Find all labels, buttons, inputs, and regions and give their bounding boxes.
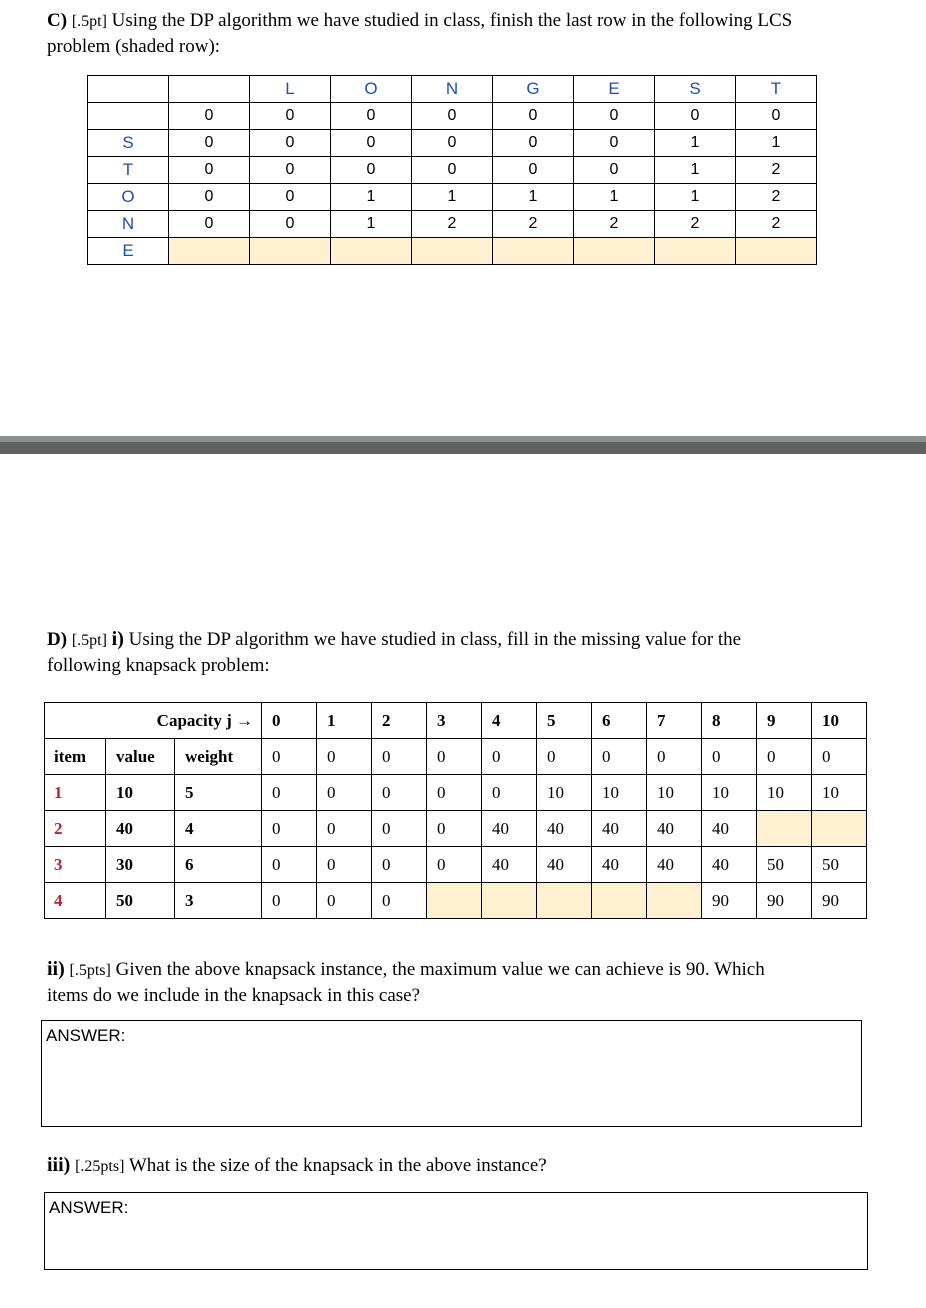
lcs-table xyxy=(87,75,817,265)
part-c-question xyxy=(47,8,792,59)
lcs-col-letter: T xyxy=(736,76,817,103)
ks-cell: 0 xyxy=(482,739,537,775)
lcs-cell: 0 xyxy=(250,211,331,238)
lcs-col-letter: O xyxy=(331,76,412,103)
knapsack-table xyxy=(44,702,867,919)
item-number: 1 xyxy=(45,775,106,811)
ks-cell: 0 xyxy=(372,811,427,847)
ks-cell: 50 xyxy=(812,847,867,883)
ks-cell: 90 xyxy=(757,883,812,919)
item-weight: 3 xyxy=(175,883,262,919)
part-dii-text-line1: Given the above knapsack instance, the maximum value we can achieve is 90. Which xyxy=(115,959,765,980)
lcs-row-letter xyxy=(88,103,169,130)
item-value: 40 xyxy=(106,811,175,847)
ks-cell: 40 xyxy=(702,811,757,847)
capacity-value: 6 xyxy=(592,703,647,739)
lcs-header-row xyxy=(88,76,817,103)
capacity-value: 10 xyxy=(812,703,867,739)
ks-cell: 40 xyxy=(702,847,757,883)
capacity-value: 8 xyxy=(702,703,757,739)
ks-item-row xyxy=(45,847,867,883)
answer-box-ii[interactable] xyxy=(41,1020,862,1127)
part-d-text-line2: following knapsack problem: xyxy=(47,655,270,676)
part-d-question xyxy=(47,627,741,678)
ks-cell: 0 xyxy=(317,883,372,919)
lcs-cell: 2 xyxy=(736,184,817,211)
ks-cell: 0 xyxy=(592,739,647,775)
part-dii-sub: ii) xyxy=(47,958,65,980)
item-weight: 4 xyxy=(175,811,262,847)
lcs-cell: 1 xyxy=(655,184,736,211)
capacity-value: 0 xyxy=(262,703,317,739)
ks-cell: 10 xyxy=(812,775,867,811)
lcs-col-letter xyxy=(169,76,250,103)
item-number: 4 xyxy=(45,883,106,919)
lcs-cell: 1 xyxy=(493,184,574,211)
capacity-value: 5 xyxy=(537,703,592,739)
lcs-answer-cell[interactable] xyxy=(169,238,250,265)
ks-cell: 40 xyxy=(592,847,647,883)
part-c-label: C) xyxy=(47,10,68,31)
ks-cell: 0 xyxy=(482,775,537,811)
ks-cell: 10 xyxy=(647,775,702,811)
ks-item-row xyxy=(45,811,867,847)
part-dii-question xyxy=(47,957,765,1008)
lcs-cell: 0 xyxy=(412,103,493,130)
col-header-value: value xyxy=(106,739,175,775)
lcs-cell: 0 xyxy=(250,103,331,130)
lcs-row-letter: O xyxy=(88,184,169,211)
lcs-row-letter: S xyxy=(88,130,169,157)
part-c-text-line1: Using the DP algorithm we have studied in class, finish the last row in the following LCS xyxy=(111,10,793,31)
lcs-row xyxy=(88,130,817,157)
ks-cell: 90 xyxy=(812,883,867,919)
lcs-cell: 0 xyxy=(736,103,817,130)
ks-missing-cell[interactable] xyxy=(537,883,592,919)
item-value: 10 xyxy=(106,775,175,811)
ks-cell: 0 xyxy=(537,739,592,775)
part-dii-points: [.5pts] xyxy=(69,962,111,979)
lcs-cell: 0 xyxy=(655,103,736,130)
capacity-label: Capacity j → xyxy=(45,703,262,739)
ks-cell: 0 xyxy=(317,739,372,775)
lcs-row xyxy=(88,157,817,184)
lcs-cell: 0 xyxy=(574,103,655,130)
part-d-text-line1: Using the DP algorithm we have studied in class, fill in the missing value for the xyxy=(128,629,742,650)
lcs-col-letter: N xyxy=(412,76,493,103)
ks-cell: 0 xyxy=(427,811,482,847)
lcs-cell: 0 xyxy=(493,103,574,130)
ks-cell: 40 xyxy=(647,847,702,883)
ks-cell: 0 xyxy=(262,775,317,811)
ks-cell: 40 xyxy=(647,811,702,847)
lcs-cell: 0 xyxy=(250,184,331,211)
lcs-cell: 2 xyxy=(655,211,736,238)
part-c-points: [.5pt] xyxy=(71,13,107,30)
col-header-item: item xyxy=(45,739,106,775)
ks-cell: 0 xyxy=(812,739,867,775)
part-d-sub: i) xyxy=(111,628,124,650)
ks-cell: 0 xyxy=(427,775,482,811)
ks-cell: 10 xyxy=(537,775,592,811)
lcs-row-letter: E xyxy=(88,238,169,265)
ks-cell: 0 xyxy=(317,811,372,847)
ks-capacity-row xyxy=(45,703,867,739)
item-weight: 6 xyxy=(175,847,262,883)
ks-cell: 0 xyxy=(317,775,372,811)
lcs-row-letter: N xyxy=(88,211,169,238)
lcs-answer-cell[interactable] xyxy=(412,238,493,265)
ks-cell: 10 xyxy=(592,775,647,811)
capacity-value: 3 xyxy=(427,703,482,739)
section-separator xyxy=(0,436,926,454)
lcs-answer-cell[interactable] xyxy=(655,238,736,265)
lcs-answer-cell[interactable] xyxy=(250,238,331,265)
ks-cell: 0 xyxy=(372,847,427,883)
part-diii-points: [.25pts] xyxy=(75,1158,125,1175)
item-value: 50 xyxy=(106,883,175,919)
ks-cell: 0 xyxy=(372,775,427,811)
ks-cell: 0 xyxy=(262,811,317,847)
lcs-cell: 0 xyxy=(331,157,412,184)
lcs-col-letter: L xyxy=(250,76,331,103)
ks-missing-cell[interactable] xyxy=(427,883,482,919)
lcs-cell: 1 xyxy=(574,184,655,211)
lcs-cell: 2 xyxy=(493,211,574,238)
capacity-value: 7 xyxy=(647,703,702,739)
ks-cell: 40 xyxy=(537,811,592,847)
ks-cell: 0 xyxy=(647,739,702,775)
lcs-row xyxy=(88,238,817,265)
ks-cell: 0 xyxy=(757,739,812,775)
lcs-cell: 0 xyxy=(169,211,250,238)
lcs-cell: 1 xyxy=(331,184,412,211)
lcs-cell: 2 xyxy=(412,211,493,238)
ks-header-row xyxy=(45,739,867,775)
lcs-cell: 0 xyxy=(331,103,412,130)
ks-cell: 0 xyxy=(317,847,372,883)
item-value: 30 xyxy=(106,847,175,883)
lcs-cell: 2 xyxy=(574,211,655,238)
capacity-value: 2 xyxy=(372,703,427,739)
lcs-cell: 2 xyxy=(736,211,817,238)
lcs-cell: 0 xyxy=(331,130,412,157)
ks-cell: 10 xyxy=(702,775,757,811)
ks-missing-cell[interactable] xyxy=(757,811,812,847)
answer-label-iii: ANSWER: xyxy=(49,1198,129,1217)
ks-missing-cell[interactable] xyxy=(592,883,647,919)
lcs-row xyxy=(88,103,817,130)
ks-missing-cell[interactable] xyxy=(812,811,867,847)
lcs-cell: 1 xyxy=(412,184,493,211)
lcs-cell: 0 xyxy=(169,103,250,130)
lcs-cell: 0 xyxy=(250,130,331,157)
ks-cell: 0 xyxy=(262,847,317,883)
ks-cell: 0 xyxy=(262,883,317,919)
ks-cell: 0 xyxy=(702,739,757,775)
part-diii-sub: iii) xyxy=(47,1154,71,1176)
part-d-label: D) xyxy=(47,629,68,650)
lcs-cell: 1 xyxy=(736,130,817,157)
lcs-cell: 0 xyxy=(250,157,331,184)
lcs-col-letter: S xyxy=(655,76,736,103)
ks-cell: 40 xyxy=(592,811,647,847)
capacity-value: 4 xyxy=(482,703,537,739)
part-diii-text: What is the size of the knapsack in the above instance? xyxy=(128,1155,547,1176)
part-dii-text-line2: items do we include in the knapsack in this case? xyxy=(47,985,421,1006)
lcs-cell: 2 xyxy=(736,157,817,184)
ks-cell: 90 xyxy=(702,883,757,919)
lcs-cell: 0 xyxy=(574,130,655,157)
lcs-cell: 0 xyxy=(493,130,574,157)
ks-cell: 0 xyxy=(372,739,427,775)
ks-cell: 40 xyxy=(482,811,537,847)
lcs-row xyxy=(88,184,817,211)
col-header-weight: weight xyxy=(175,739,262,775)
ks-missing-cell[interactable] xyxy=(482,883,537,919)
lcs-cell: 1 xyxy=(331,211,412,238)
answer-label-ii: ANSWER: xyxy=(46,1026,126,1045)
item-number: 2 xyxy=(45,811,106,847)
capacity-value: 1 xyxy=(317,703,372,739)
lcs-cell: 0 xyxy=(412,157,493,184)
lcs-answer-cell[interactable] xyxy=(331,238,412,265)
lcs-row xyxy=(88,211,817,238)
lcs-cell: 0 xyxy=(169,157,250,184)
lcs-cell: 0 xyxy=(574,157,655,184)
lcs-cell: 0 xyxy=(493,157,574,184)
lcs-answer-cell[interactable] xyxy=(736,238,817,265)
part-d-points: [.5pt] xyxy=(71,632,107,649)
lcs-col-letter: E xyxy=(574,76,655,103)
ks-cell: 40 xyxy=(537,847,592,883)
lcs-answer-cell[interactable] xyxy=(574,238,655,265)
ks-cell: 50 xyxy=(757,847,812,883)
item-weight: 5 xyxy=(175,775,262,811)
lcs-cell: 0 xyxy=(169,130,250,157)
capacity-value: 9 xyxy=(757,703,812,739)
lcs-answer-cell[interactable] xyxy=(493,238,574,265)
part-diii-question xyxy=(47,1153,547,1179)
lcs-cell: 1 xyxy=(655,130,736,157)
item-number: 3 xyxy=(45,847,106,883)
ks-cell: 0 xyxy=(372,883,427,919)
lcs-cell: 0 xyxy=(169,184,250,211)
lcs-col-letter: G xyxy=(493,76,574,103)
ks-cell: 0 xyxy=(427,847,482,883)
ks-cell: 0 xyxy=(262,739,317,775)
part-c-text-line2: problem (shaded row): xyxy=(47,36,221,57)
lcs-cell: 1 xyxy=(655,157,736,184)
ks-item-row xyxy=(45,775,867,811)
ks-cell: 0 xyxy=(427,739,482,775)
ks-cell: 40 xyxy=(482,847,537,883)
lcs-col-letter xyxy=(88,76,169,103)
lcs-cell: 0 xyxy=(412,130,493,157)
ks-item-row xyxy=(45,883,867,919)
lcs-row-letter: T xyxy=(88,157,169,184)
answer-box-iii[interactable] xyxy=(44,1192,868,1270)
ks-missing-cell[interactable] xyxy=(647,883,702,919)
ks-cell: 10 xyxy=(757,775,812,811)
